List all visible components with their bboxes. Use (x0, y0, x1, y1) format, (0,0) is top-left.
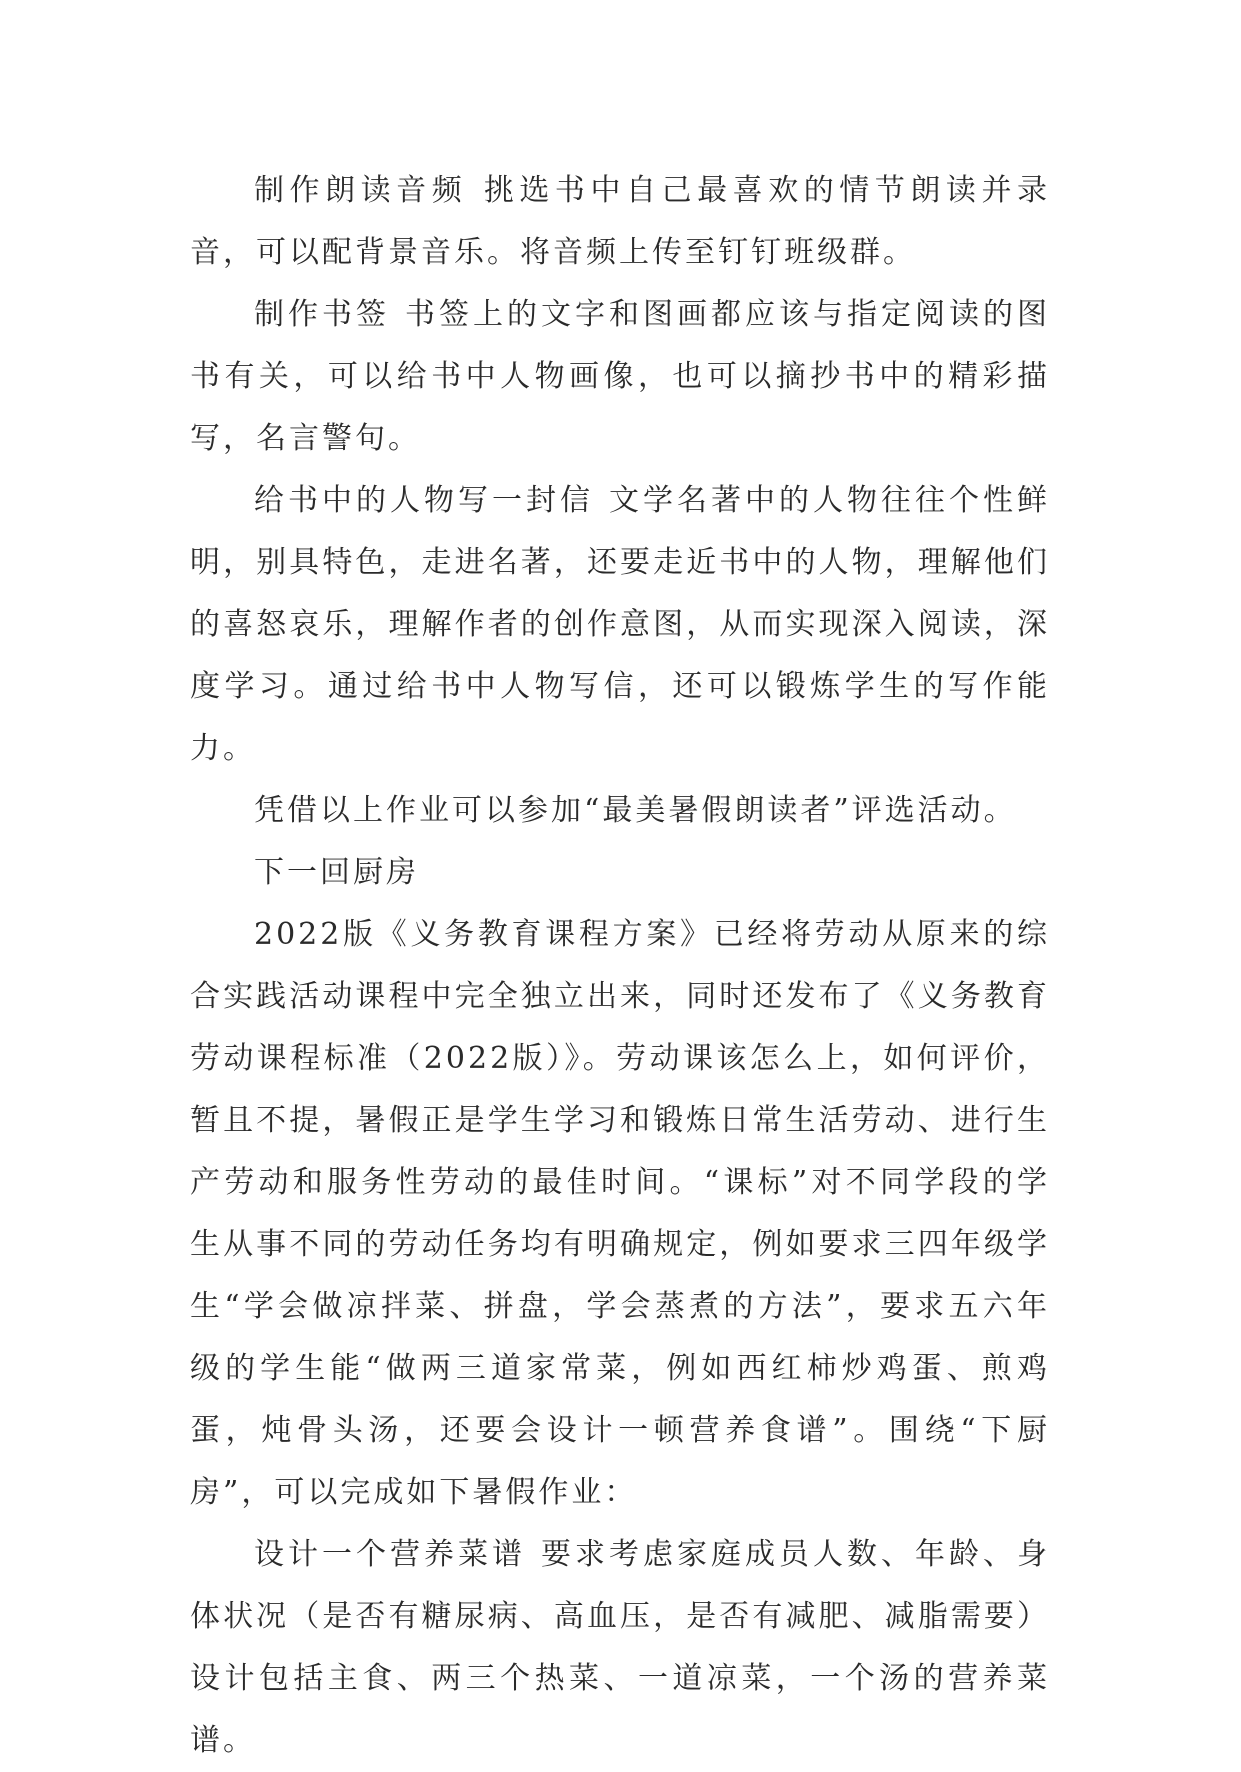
paragraph-letter-to-character (190, 470, 1050, 780)
paragraph-text: 凭借以上作业可以参加“最美暑假朗读者”评选活动。 (254, 793, 1017, 828)
paragraph-text: 下一回厨房 (254, 855, 419, 890)
section-heading-kitchen (190, 842, 1050, 904)
paragraph-read-aloud-audio (190, 160, 1050, 284)
paragraph-text: 文学名著中的人物往往个性鲜明，别具特色，走进名著，还要走近书中的人物，理解他们的喜怒哀乐，理解作者的创作意图，从而实现深入阅读，深度学习。通过给书中人物写信，还可以锻炼学生的写作能力。 (190, 483, 1050, 766)
paragraph-nutrition-menu (190, 1524, 1050, 1772)
paragraph-text: 书签上的文字和图画都应该与指定阅读的图书有关，可以给书中人物画像，也可以摘抄书中的精彩描写，名言警句。 (190, 297, 1050, 456)
paragraph-text: 2022版《义务教育课程方案》已经将劳动从原来的综合实践活动课程中完全独立出来，同时还发布了《义务教育劳动课程标准（2022版）》。劳动课该怎么上，如何评价，暂且不提，暑假正是学生学习和锻炼日常生活劳动、进行生产劳动和服务性劳动的最佳时间。“课标”对不同学段的学生从事不同的劳动任务均有明确规定，例如要求三四年级学生“学会做凉拌菜、拼盘，学会蒸煮的方法”，要求五六年级的学生能“做两三道家常菜，例如西红柿炒鸡蛋、煎鸡蛋，炖骨头汤，还要会设计一顿营养食谱”。围绕“下厨房”，可以完成如下暑假作业： (190, 917, 1050, 1510)
paragraph-title: 设计一个营养菜谱 (254, 1537, 526, 1572)
paragraph-bookmark (190, 284, 1050, 470)
paragraph-labor-curriculum (190, 904, 1050, 1524)
paragraph-text: 挑选书中自己最喜欢的情节朗读并录音，可以配背景音乐。将音频上传至钉钉班级群。 (190, 173, 1051, 270)
paragraph-title: 制作书签 (254, 297, 390, 332)
paragraph-reading-contest (190, 780, 1050, 842)
paragraph-text: 要求考虑家庭成员人数、年龄、身体状况（是否有糖尿病、高血压，是否有减肥、减脂需要）设计包括主食、两三个热菜、一道凉菜，一个汤的营养菜谱。 (190, 1537, 1050, 1758)
paragraph-title: 给书中的人物写一封信 (254, 483, 594, 518)
document-body (190, 160, 1050, 1772)
paragraph-title: 制作朗读音频 (254, 173, 468, 208)
